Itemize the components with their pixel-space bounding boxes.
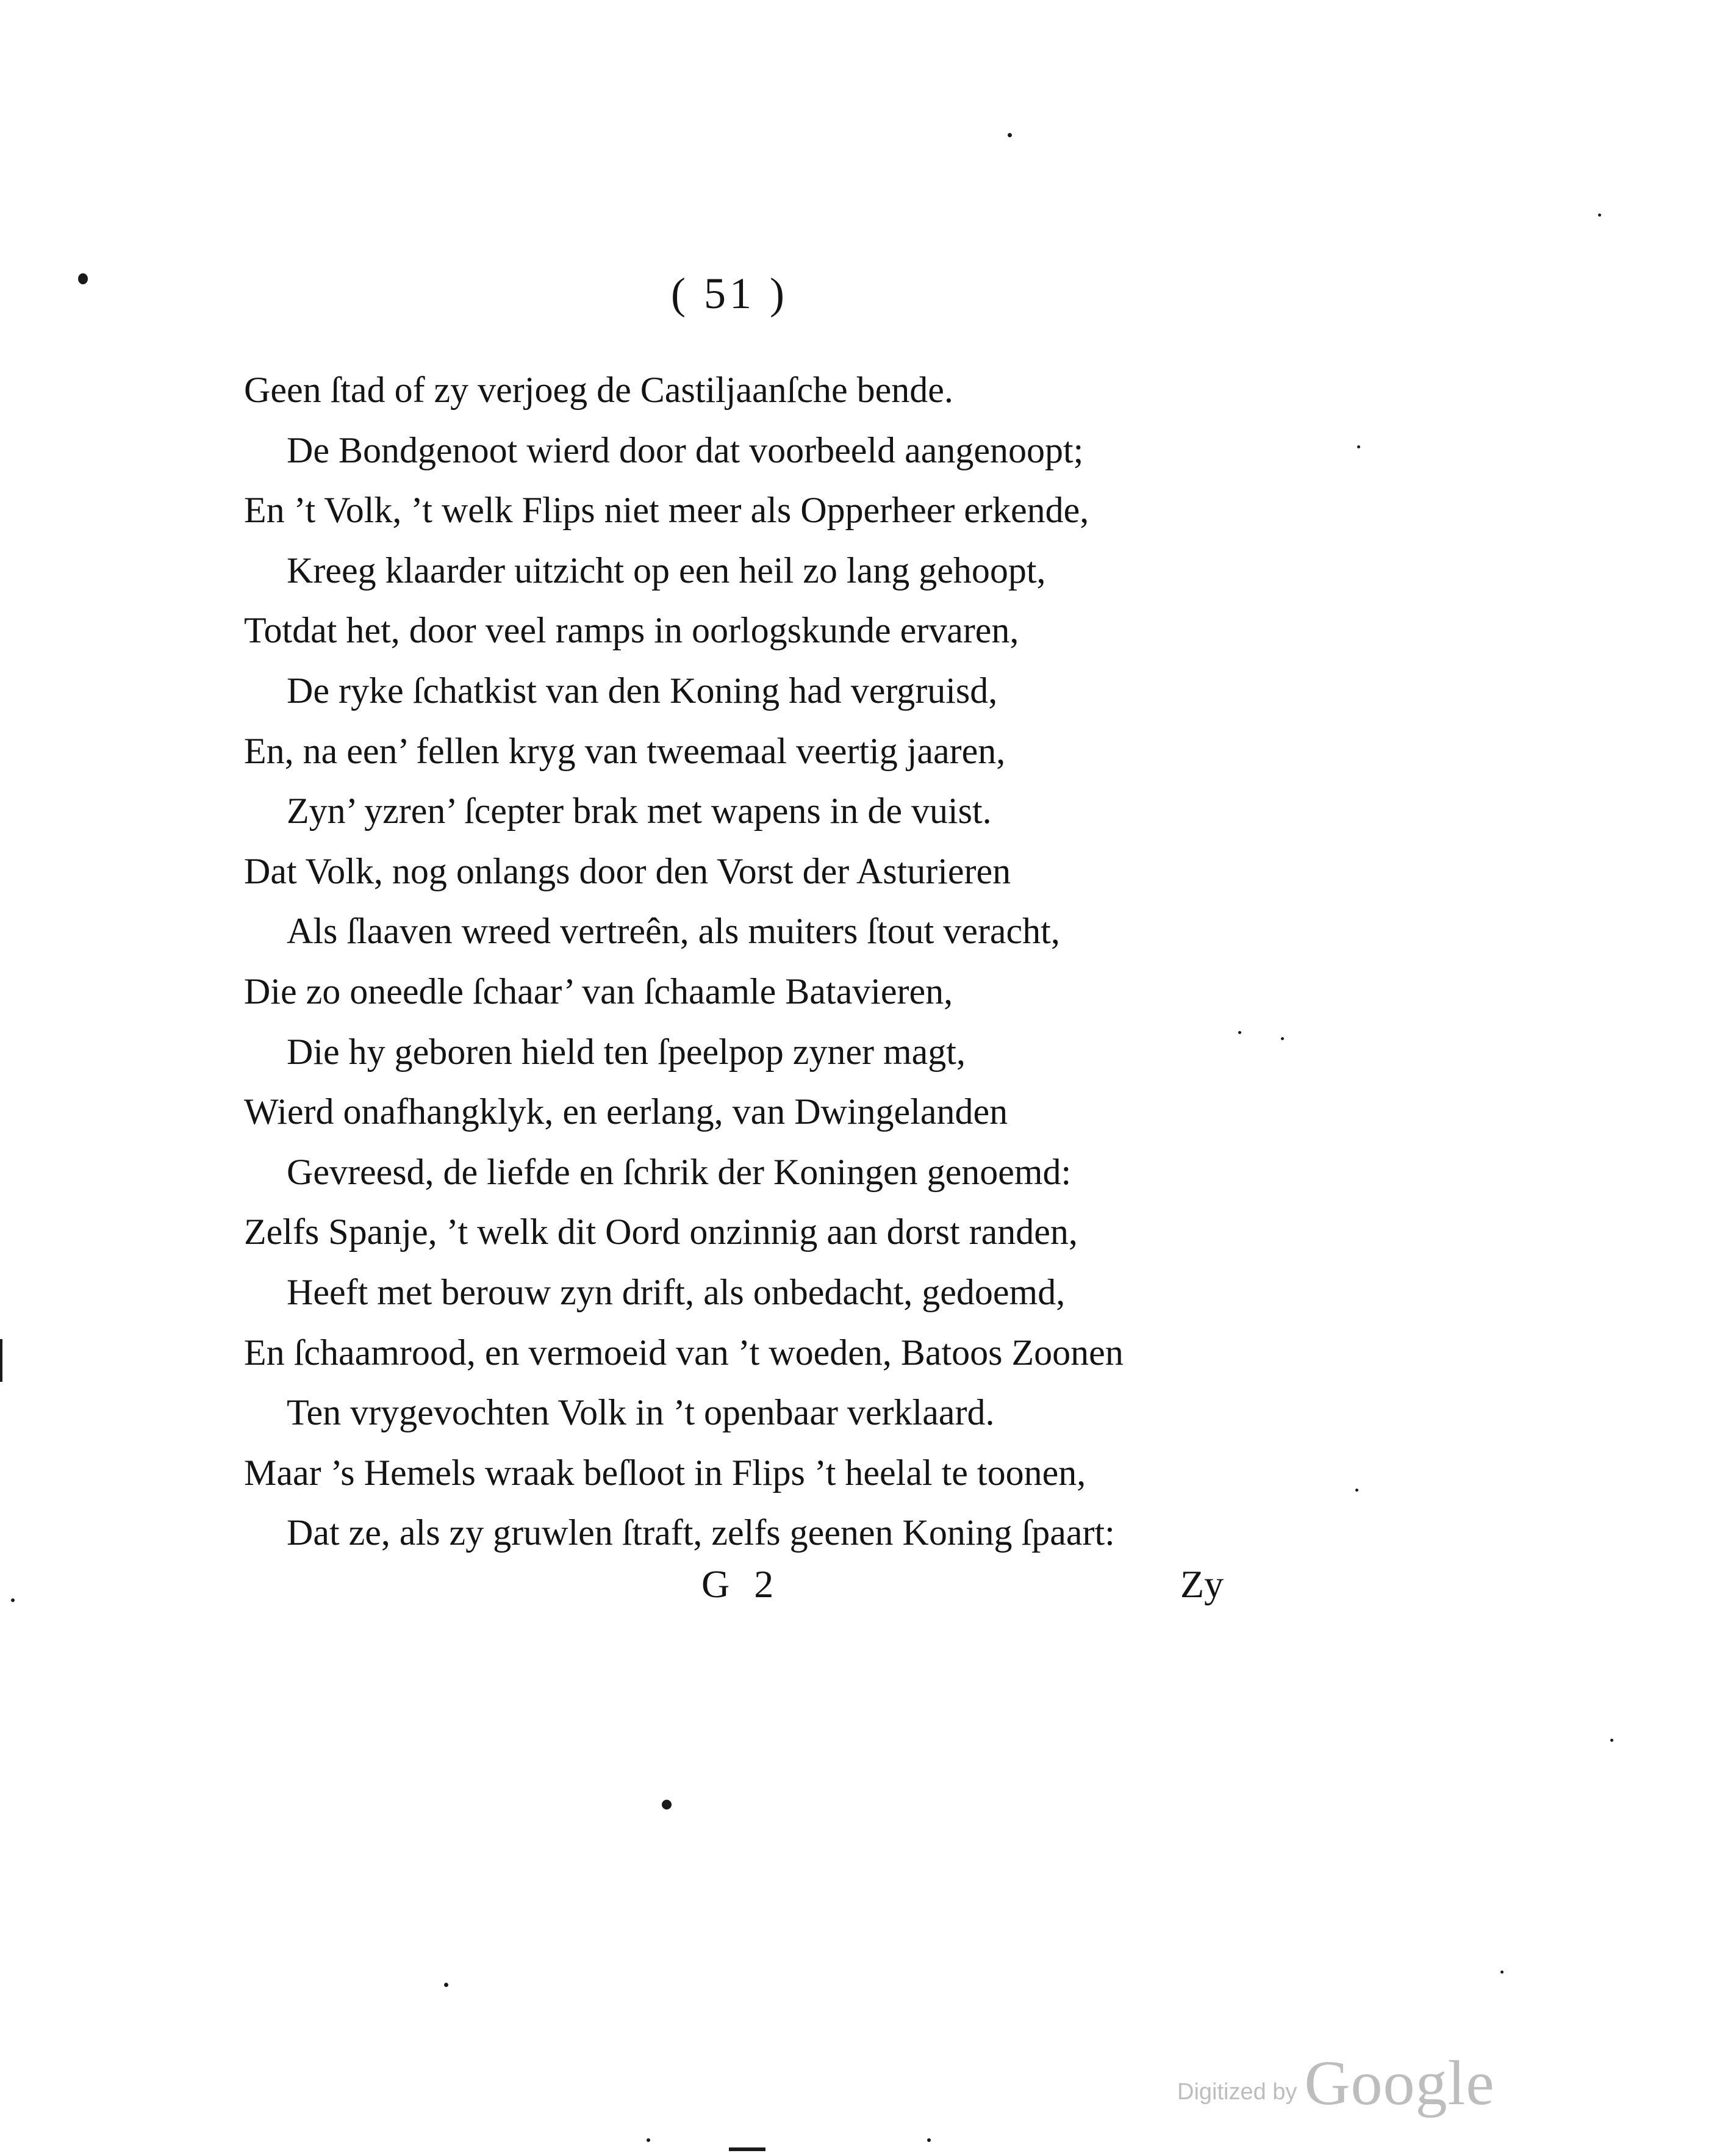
verse-line: De Bondgenoot wierd door dat voorbeeld aangenoopt; [287, 429, 1084, 470]
page-number: ( 51 ) [671, 269, 788, 318]
verse-line: Maar ’s Hemels wraak beſloot in Flips ’t heelal te toonen, [244, 1452, 1086, 1493]
ink-speck [1610, 1739, 1613, 1742]
verse-line: Wierd onafhangklyk, en eerlang, van Dwingelanden [244, 1091, 1008, 1132]
verse-line: En, na een’ fellen kryg van tweemaal veertig jaaren, [244, 730, 1006, 771]
ink-speck [662, 1800, 672, 1809]
ink-speck [1008, 133, 1012, 137]
verse-line: Gevreesd, de liefde en ſchrik der Koningen genoemd: [287, 1151, 1072, 1192]
catchword: Zy [1180, 1562, 1224, 1606]
ink-speck [1281, 1037, 1284, 1040]
verse-line: Die hy geboren hield ten ſpeelpop zyner magt, [287, 1031, 966, 1072]
verse-line: En ’t Volk, ’t welk Flips niet meer als Opperheer erkende, [244, 490, 1089, 531]
verse-line: Als ſlaaven wreed vertreên, als muiters ſtout veracht, [287, 911, 1060, 952]
verse-line: Ten vrygevochten Volk in ’t openbaar verklaard. [287, 1392, 995, 1433]
verse-line: Dat Volk, nog onlangs door den Vorst der Asturieren [244, 850, 1011, 891]
verse-line: De ryke ſchatkist van den Koning had vergruisd, [287, 670, 998, 711]
verse-line: Heeft met berouw zyn drift, als onbedacht, gedoemd, [287, 1271, 1066, 1312]
ink-speck [647, 2138, 650, 2142]
ink-speck [1598, 214, 1601, 217]
ink-speck [1357, 445, 1360, 448]
verse-line: En ſchaamrood, en vermoeid van ’t woeden, Batoos Zoonen [244, 1332, 1124, 1373]
watermark-prefix: Digitized by [1177, 2079, 1297, 2105]
ink-speck [927, 2138, 931, 2142]
ink-speck [78, 273, 88, 284]
ink-speck [1355, 1489, 1358, 1492]
ink-speck [1500, 1971, 1504, 1974]
poem-text [244, 360, 1281, 1563]
verse-line: Dat ze, als zy gruwlen ſtraft, zelfs geenen Koning ſpaart: [287, 1512, 1115, 1553]
edge-mark [729, 2147, 765, 2151]
ink-speck [444, 1983, 448, 1987]
ink-speck [1238, 1031, 1241, 1034]
digitized-watermark [1177, 2047, 1495, 2119]
verse-line: Zyn’ yzren’ ſcepter brak met wapens in de vuist. [287, 791, 992, 832]
verse-line: Zelfs Spanje, ’t welk dit Oord onzinnig aan dorst randen, [244, 1212, 1078, 1252]
edge-mark [0, 1339, 2, 1382]
verse-line: Kreeg klaarder uitzicht op een heil zo lang gehoopt, [287, 550, 1046, 591]
verse-line: Geen ſtad of zy verjoeg de Castiljaanſche bende. [244, 370, 953, 410]
ink-speck [11, 1598, 15, 1602]
verse-line: Die zo oneedle ſchaar’ van ſchaamle Batavieren, [244, 971, 953, 1012]
signature-mark: G 2 [701, 1562, 781, 1606]
verse-line: Totdat het, door veel ramps in oorlogskunde ervaren, [244, 610, 1019, 651]
watermark-logo: Google [1304, 2048, 1495, 2118]
